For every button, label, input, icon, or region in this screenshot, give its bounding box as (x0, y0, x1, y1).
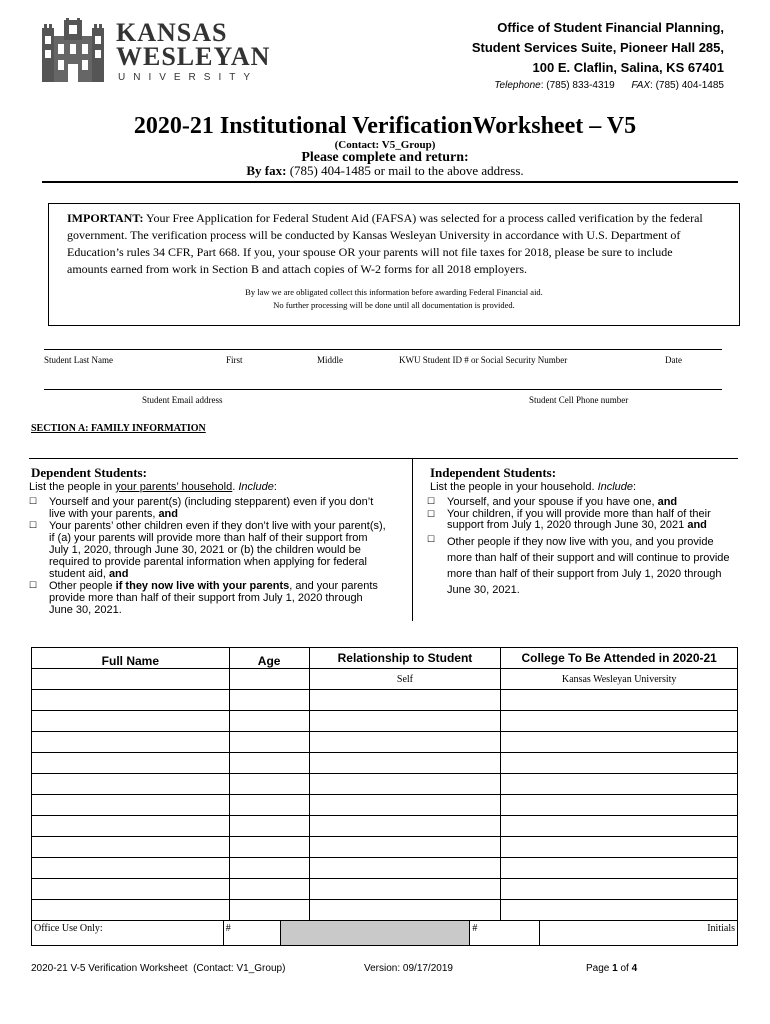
logo-university: UNIVERSITY (118, 72, 259, 83)
legal-line2: No further processing will be done until all documentation is provided. (273, 300, 515, 310)
contact-group: (Contact: V5_Group) (334, 139, 436, 151)
cell-college[interactable] (501, 711, 738, 732)
independent-item-text: Other people if they now live with you, and you provide more than half of their support and will continue to provide more than half of their support from July 1, 2020 through June 30, 2021. (447, 536, 730, 596)
important-label: IMPORTANT: (67, 211, 144, 225)
checkbox-icon[interactable]: ☐ (29, 520, 38, 530)
independent-item-bold: and (687, 519, 707, 531)
col-relationship: Relationship to Student (309, 648, 501, 669)
cell-college[interactable] (501, 900, 738, 921)
dependent-intro: List the people in your parents’ household. Include: (29, 481, 277, 493)
dependent-item-bold: if they now live with your parents (115, 580, 290, 592)
dependent-item (29, 580, 389, 616)
cell-age[interactable] (229, 879, 309, 900)
cell-age[interactable] (229, 774, 309, 795)
table-row (32, 837, 738, 858)
office-use-hash2[interactable]: # (470, 921, 540, 946)
legal-line1: By law we are obligated collect this information before awarding Federal Financial aid. (245, 287, 543, 297)
cell-name[interactable] (32, 837, 230, 858)
email-label: Student Email address (142, 395, 223, 405)
footer-form-name: 2020-21 V-5 Verification Worksheet (Contact: V1_Group) (31, 963, 286, 974)
office-line1: Office of Student Financial Planning, (497, 20, 724, 35)
dependent-title: Dependent Students: (31, 465, 147, 480)
important-notice-box (48, 203, 740, 326)
section-a-heading: SECTION A: FAMILY INFORMATION (31, 423, 206, 434)
cell-age[interactable] (229, 816, 309, 837)
cell-college: Kansas Wesleyan University (501, 669, 738, 690)
dependent-item (29, 496, 389, 520)
title-divider (42, 181, 738, 183)
table-row (32, 711, 738, 732)
cell-age[interactable] (229, 690, 309, 711)
table-row (32, 900, 738, 921)
footer-page-number (586, 963, 637, 974)
fax-instruction-label: By fax: (246, 163, 287, 178)
student-id-label: KWU Student ID # or Social Security Number (399, 355, 568, 365)
important-notice (67, 210, 707, 278)
office-address (472, 18, 724, 94)
independent-intro-text: List the people in your household. (430, 481, 598, 493)
checkbox-icon[interactable]: ☐ (29, 496, 38, 506)
fax-label: FAX (631, 80, 651, 91)
first-name-label: First (226, 355, 243, 365)
office-use-shaded (280, 921, 470, 946)
independent-item (427, 509, 732, 531)
cell-relationship[interactable] (309, 879, 501, 900)
cell-name[interactable] (32, 858, 230, 879)
page-number: 1 (612, 963, 618, 974)
table-row (32, 816, 738, 837)
legal-notice (49, 286, 739, 312)
cell-college[interactable] (501, 690, 738, 711)
checkbox-icon[interactable]: ☐ (427, 496, 436, 506)
office-line3: 100 E. Claflin, Salina, KS 67401 (532, 60, 724, 75)
dependent-intro-underlined: your parents’ household (115, 481, 233, 493)
cell-college[interactable] (501, 795, 738, 816)
complete-instruction: Please complete and return: (301, 150, 469, 165)
university-building-icon (40, 18, 106, 82)
important-text: Your Free Application for Federal Student Aid (FAFSA) was selected for a process called verification by the federal government. The verification process will be conducted by Kansas Wesleyan University in accordance with U.S. Department of Education’s rules 34 CFR, Part 668. If you, your spouse OR your parents will not file taxes for 2018, please be sure to include amounts earned from work in Section B and attach copies of W-2 forms for all 2018 employers. (67, 211, 703, 276)
cell-college[interactable] (501, 774, 738, 795)
independent-item-text: Yourself, and your spouse if you have one, (447, 496, 658, 508)
table-header-row (32, 648, 738, 669)
cell-relationship[interactable] (309, 900, 501, 921)
cell-relationship[interactable] (309, 816, 501, 837)
telephone-value: : (785) 833-4319 (540, 80, 615, 91)
independent-item-bold: and (657, 496, 678, 508)
cell-college[interactable] (501, 753, 738, 774)
student-name-line[interactable] (44, 349, 722, 350)
date-label: Date (665, 355, 682, 365)
checkbox-icon[interactable]: ☐ (427, 534, 436, 544)
logo-name-line1: KANSAS (116, 18, 228, 47)
fax-instruction-text: (785) 404-1485 or mail to the above address. (286, 163, 524, 178)
independent-item (427, 534, 732, 598)
table-row (32, 879, 738, 900)
cell-relationship[interactable] (309, 795, 501, 816)
dependent-intro-post: . (232, 481, 239, 493)
cell-college[interactable] (501, 732, 738, 753)
dependent-item-text: Other people (49, 580, 116, 592)
independent-intro: List the people in your household. Include: (430, 481, 637, 493)
last-name-label: Student Last Name (44, 355, 113, 365)
cell-name[interactable] (32, 795, 230, 816)
cell-relationship[interactable] (309, 837, 501, 858)
footer-version: Version: 09/17/2019 (364, 963, 453, 974)
office-use-table (31, 920, 738, 946)
office-use-hash1[interactable]: # (223, 921, 280, 946)
cell-college[interactable] (501, 837, 738, 858)
office-line2: Student Services Suite, Pioneer Hall 285, (471, 40, 724, 55)
dependent-intro-text: List the people in (29, 481, 116, 493)
cell-name[interactable] (32, 711, 230, 732)
cell-name[interactable] (32, 879, 230, 900)
fax-instruction (0, 163, 770, 179)
dependent-list (29, 496, 389, 616)
independent-list (427, 496, 732, 598)
checkbox-icon[interactable]: ☐ (427, 509, 436, 519)
independent-item-text: Your children, if you will provide more than half of their support from July 1, 2020 through June 30, 2021 (447, 508, 711, 531)
cell-age[interactable] (229, 669, 309, 690)
cell-age[interactable] (229, 753, 309, 774)
cell-name[interactable] (32, 774, 230, 795)
fax-value: : (785) 404-1485 (650, 80, 724, 91)
dependent-item-bold: and (158, 508, 178, 520)
dependent-item-text: Yourself and your parent(s) (including stepparent) even if you don’t live with your parents, (49, 496, 374, 520)
office-phone-fax (472, 78, 724, 94)
cell-relationship[interactable] (309, 774, 501, 795)
table-row (32, 690, 738, 711)
page-label: Page (586, 963, 613, 974)
independent-students-box (413, 458, 738, 621)
logo-name-line2: WESLEYAN (116, 42, 271, 71)
middle-name-label: Middle (317, 355, 343, 365)
page-total: 4 (631, 963, 638, 974)
household-table (31, 647, 738, 921)
col-full-name: Full Name (32, 648, 230, 669)
table-row (32, 858, 738, 879)
table-row (32, 732, 738, 753)
dependent-item-bold: and (108, 568, 129, 580)
page-title: 2020-21 Institutional VerificationWorksheet – V5 (133, 113, 637, 139)
table-row (32, 774, 738, 795)
cell-college[interactable] (501, 879, 738, 900)
dependent-item-text: Your parents’ other children even if they don’t live with your parent(s), if (a) your parents will provide more than half of their support from July 1, 2020, through June 30, 2021 or (b) the children would be required to provide parental information when applying for federal student aid, (49, 520, 386, 580)
cell-age[interactable] (229, 858, 309, 879)
cell-college[interactable] (501, 816, 738, 837)
col-age: Age (229, 648, 309, 669)
cell-relationship[interactable] (309, 711, 501, 732)
dependent-students-box (29, 458, 413, 621)
cell-age[interactable] (229, 732, 309, 753)
cell-name[interactable] (32, 816, 230, 837)
cell-name[interactable] (32, 900, 230, 921)
table-row (32, 669, 738, 690)
office-use-label: Office Use Only: (32, 921, 224, 946)
dependent-intro-include: Include (238, 481, 274, 493)
independent-title: Independent Students: (430, 465, 557, 480)
cell-name[interactable] (32, 732, 230, 753)
dependent-item-post: , and your parents provide more than half of their support from July 1, 2020 through June 30, 2021. (49, 580, 378, 616)
cell-relationship[interactable] (309, 690, 501, 711)
cell-name[interactable] (32, 690, 230, 711)
cell-relationship[interactable] (309, 732, 501, 753)
cell-college[interactable] (501, 858, 738, 879)
telephone-label: Telephone (494, 80, 541, 91)
dependent-item (29, 520, 389, 580)
checkbox-icon[interactable]: ☐ (29, 580, 38, 590)
cell-relationship: Self (309, 669, 501, 690)
independent-intro-include: Include (597, 481, 634, 493)
table-row (32, 795, 738, 816)
cell-name[interactable] (32, 753, 230, 774)
cell-phone-label: Student Cell Phone number (529, 395, 629, 405)
cell-relationship[interactable] (309, 753, 501, 774)
page-of: of (617, 963, 632, 974)
office-use-row (32, 921, 738, 946)
col-college: College To Be Attended in 2020-21 (501, 648, 738, 669)
contact-info-line[interactable] (44, 389, 722, 390)
cell-age[interactable] (229, 711, 309, 732)
office-use-initials[interactable]: Initials (540, 921, 738, 946)
university-logo (40, 18, 270, 84)
cell-age[interactable] (229, 795, 309, 816)
cell-age[interactable] (229, 900, 309, 921)
table-row (32, 753, 738, 774)
cell-age[interactable] (229, 837, 309, 858)
cell-name[interactable] (32, 669, 230, 690)
cell-relationship[interactable] (309, 858, 501, 879)
